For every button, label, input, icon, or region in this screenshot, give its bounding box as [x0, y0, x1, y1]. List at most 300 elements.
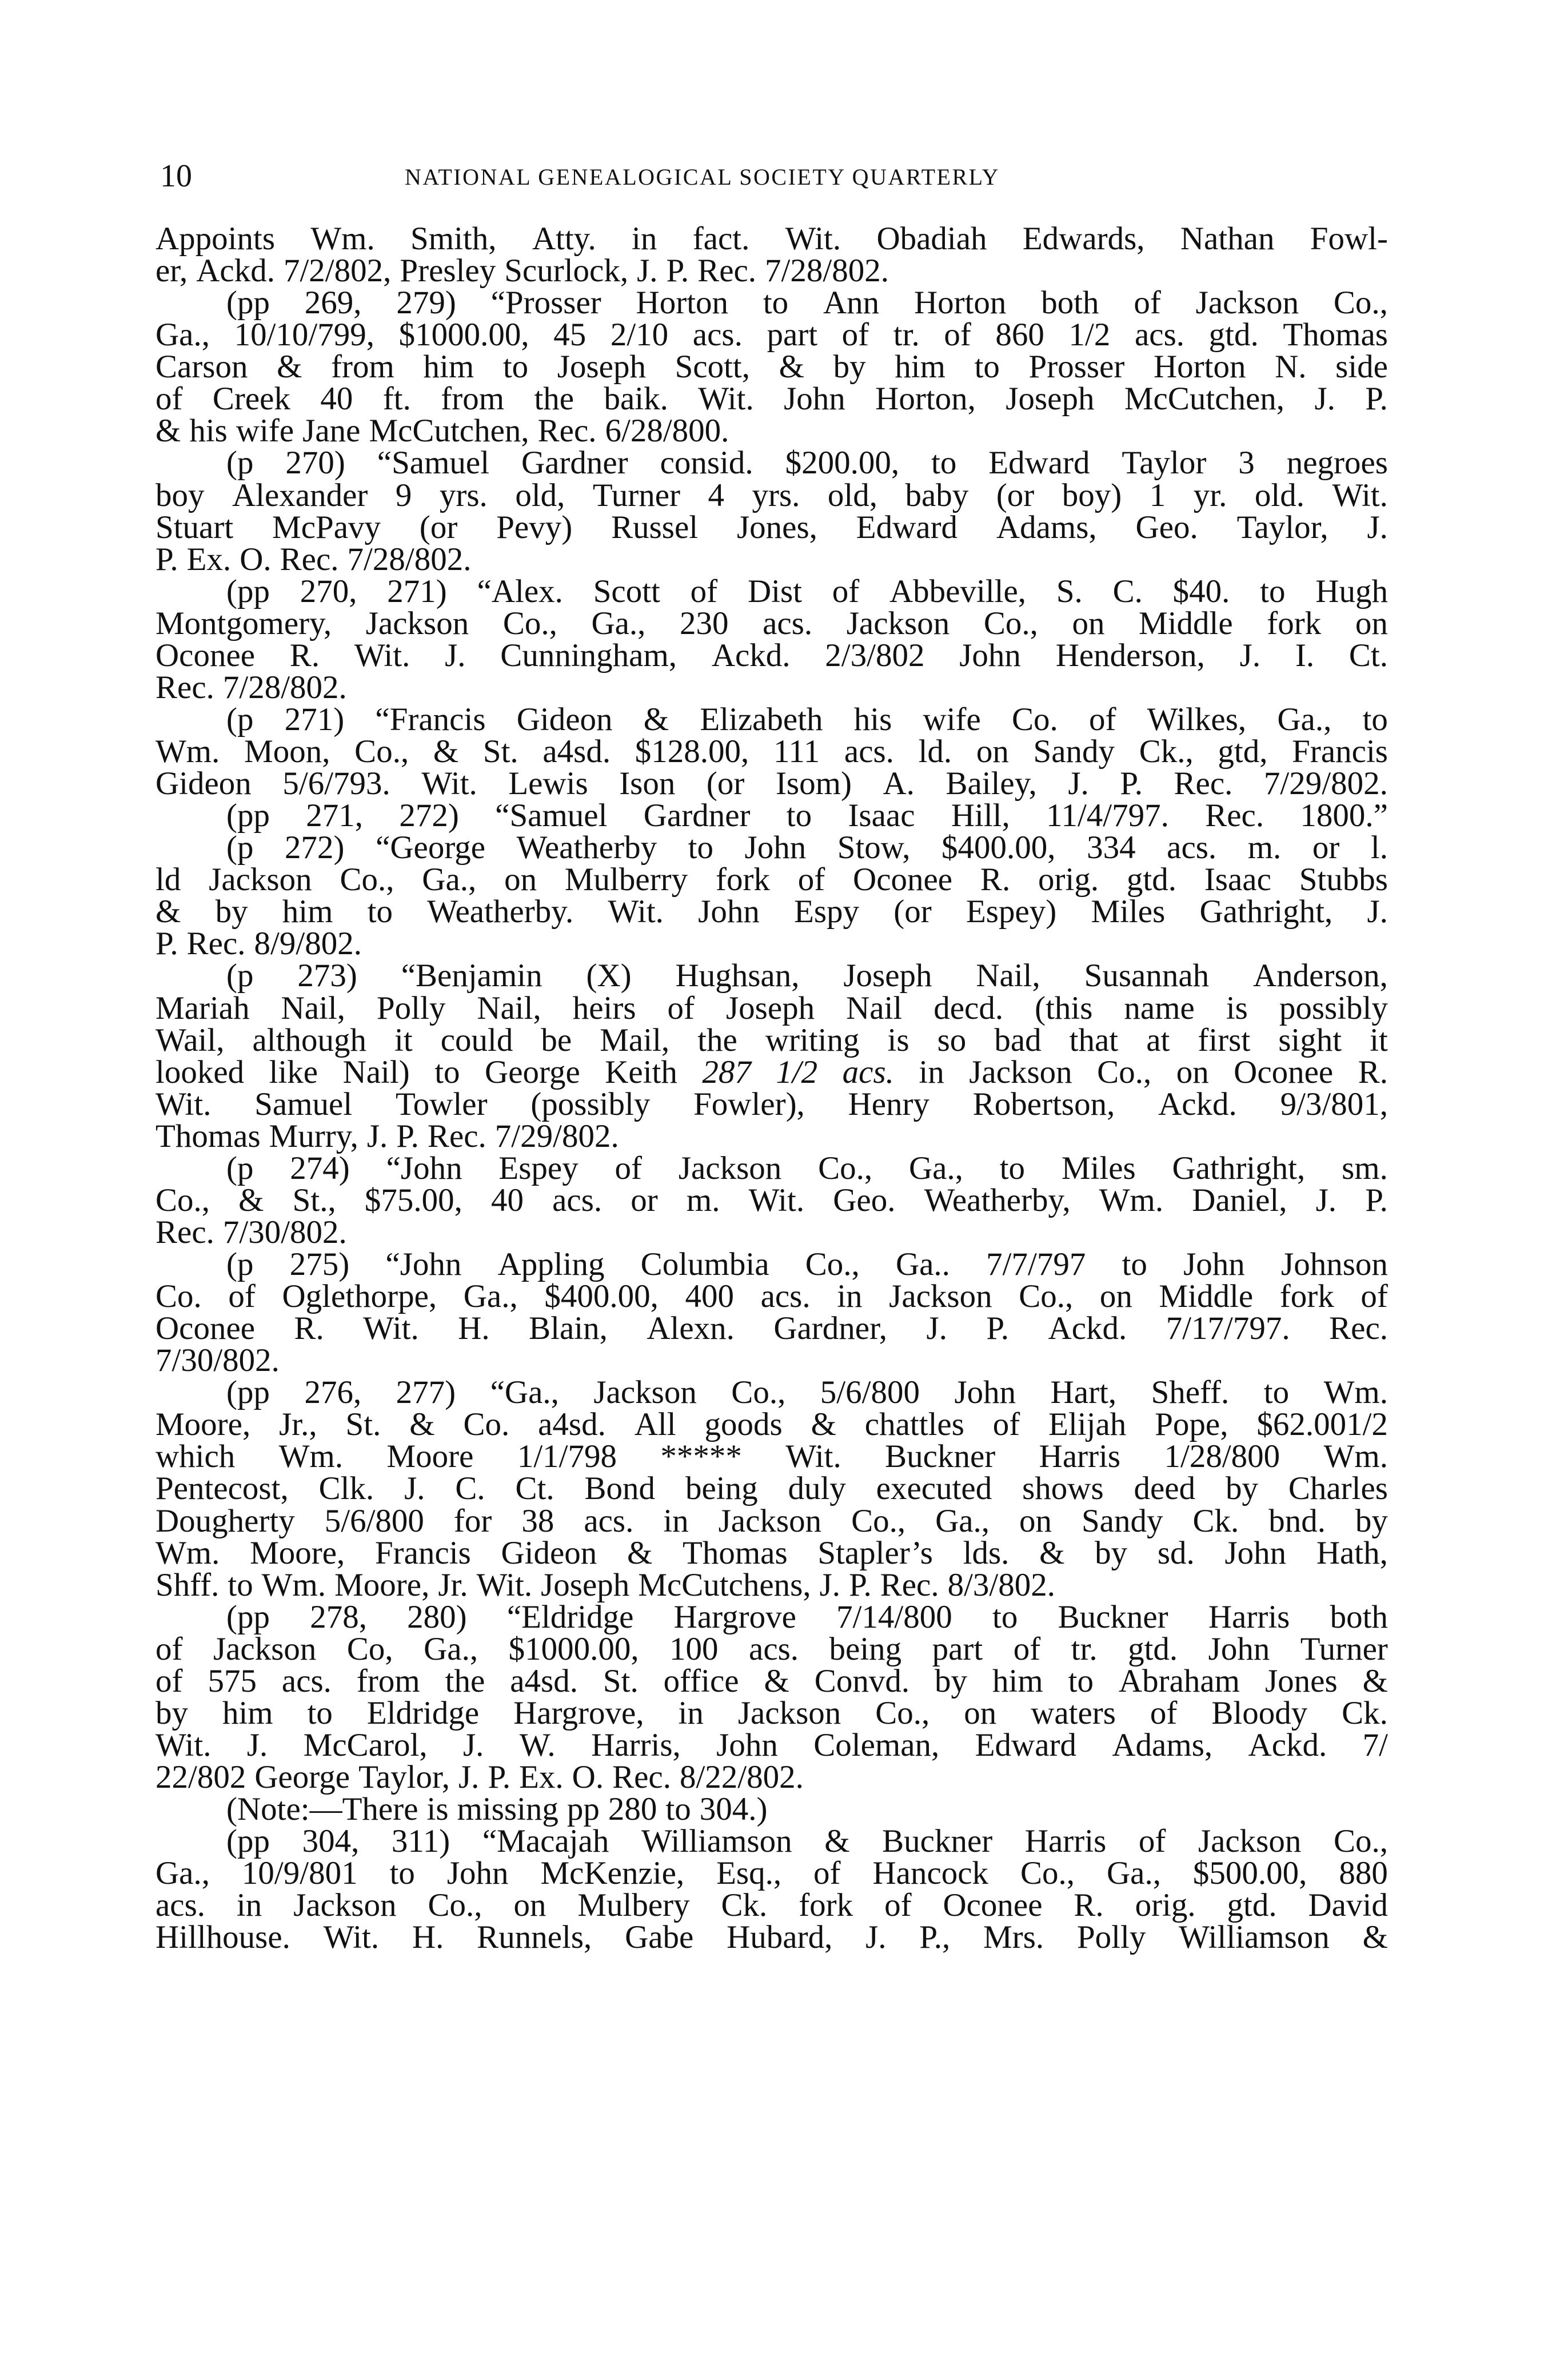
text-line [155, 992, 1388, 1024]
word: Fowl- [1310, 221, 1388, 257]
word: heirs [572, 990, 636, 1026]
word: Presley [400, 253, 496, 289]
word: & [764, 1663, 789, 1699]
word: on [976, 733, 1009, 770]
text-line [155, 864, 1388, 896]
word: 7/ [1362, 1727, 1388, 1763]
word: 272) [399, 798, 459, 834]
text-line [155, 223, 1388, 255]
word: “Macajah [482, 1823, 609, 1860]
text-line [155, 1342, 1388, 1379]
word: of [228, 1278, 256, 1315]
word: Wit. [155, 1727, 212, 1763]
word: Hath, [1316, 1534, 1388, 1571]
word: “Samuel [377, 445, 490, 481]
word: Wm. [1323, 1374, 1388, 1411]
word: on [513, 1887, 546, 1924]
word: from [331, 349, 394, 385]
word: John [1208, 1631, 1270, 1667]
word: 311) [391, 1823, 450, 1860]
word: R. [980, 862, 1011, 898]
word: Francis [374, 1534, 471, 1571]
word: C. [455, 1470, 485, 1507]
text-line [155, 1086, 1388, 1122]
word: 7/30/802. [222, 1214, 347, 1250]
word: Rec. [280, 541, 339, 577]
word: 7/30/802. [155, 1342, 280, 1379]
word: at [1146, 1022, 1170, 1058]
word: Carson [155, 349, 248, 385]
word: 275) [289, 1246, 350, 1282]
word: Jr., [279, 1406, 317, 1443]
word: Rec. [427, 1118, 486, 1154]
text-line [155, 1889, 1388, 1922]
word: J. [246, 1727, 268, 1763]
word: McCutchen, [1124, 381, 1285, 417]
text-line [155, 1502, 1388, 1539]
word: “Samuel [495, 798, 608, 834]
text-line [155, 669, 1388, 705]
word: Wit. [421, 766, 477, 802]
word: Ga., [591, 605, 646, 641]
word: Fowler), [693, 1086, 805, 1122]
word: Ck., [1139, 733, 1194, 770]
word: P. [155, 926, 178, 962]
word: Co., [731, 1374, 786, 1411]
word: J. [445, 637, 466, 673]
word: part [932, 1631, 983, 1667]
word: orig. [1038, 862, 1099, 898]
word: J. [637, 253, 658, 289]
word: Hillhouse. [155, 1919, 290, 1956]
word: 40 [320, 381, 353, 417]
word: 575 [208, 1663, 257, 1699]
word: Ck. [1192, 1502, 1239, 1539]
word: to [307, 1695, 333, 1731]
word: Wit. [323, 1919, 380, 1956]
word: Dist [747, 573, 802, 609]
word: 269, [304, 285, 362, 321]
text-line [155, 351, 1388, 383]
word: John [446, 1855, 509, 1892]
word: (or [706, 766, 745, 802]
word: on [1176, 1054, 1209, 1090]
word: Jane [302, 413, 361, 449]
word: P. [849, 1566, 872, 1603]
word: P., [919, 1919, 951, 1956]
word: 270) [285, 445, 345, 481]
word: Atty. [532, 221, 596, 257]
word: to [228, 1566, 253, 1603]
text-line [155, 541, 1388, 577]
text-line [155, 896, 1388, 928]
word: Hubard, [727, 1919, 833, 1956]
word: Horton [913, 285, 1007, 321]
word: first [1198, 1022, 1251, 1058]
word: gtd. [1126, 862, 1176, 898]
word: him [222, 1695, 273, 1731]
word: P. [1365, 381, 1388, 417]
word: 9/3/801, [1280, 1086, 1388, 1122]
word: from [441, 381, 505, 417]
word: & [779, 349, 804, 385]
word: 276, [304, 1374, 362, 1411]
word: Joseph [843, 958, 932, 994]
word: gtd. [1227, 1887, 1277, 1924]
word: Mulbery [577, 1887, 690, 1924]
word: 7/28/802. [222, 669, 347, 705]
word: Pevy) [496, 509, 573, 545]
word: by [155, 1695, 188, 1731]
word: Polly [1076, 1919, 1146, 1956]
word: to [786, 798, 812, 834]
word: Buckner [885, 1438, 996, 1475]
word: J. [926, 1310, 947, 1347]
word: acs. [842, 1054, 894, 1090]
word: to [688, 830, 713, 866]
word: acs. [749, 1631, 799, 1667]
word: Stubbs [1299, 862, 1388, 898]
word: $400.00, [941, 830, 1056, 866]
word: Wilkes, [1147, 701, 1247, 737]
text-line [155, 637, 1388, 673]
word: Wit. [1332, 477, 1388, 513]
word: Oconee [155, 637, 256, 673]
text-line [155, 1278, 1388, 1315]
word: 7/29/802. [494, 1118, 619, 1154]
word: of [155, 1663, 183, 1699]
word: Co., [1019, 1278, 1074, 1315]
word: to [1068, 1663, 1094, 1699]
word: St. [482, 733, 518, 770]
word: it [394, 1022, 413, 1058]
word: Runnels, [477, 1919, 592, 1956]
word: (p [226, 701, 254, 737]
word: Wit. [748, 1182, 805, 1218]
word: Samuel [254, 1086, 353, 1122]
word: the [697, 1022, 737, 1058]
word: Weatherby, [924, 1182, 1071, 1218]
word: gtd. [1128, 1631, 1178, 1667]
word: Horton [1153, 349, 1246, 385]
word: 100 [669, 1631, 719, 1667]
word: Anderson, [1253, 958, 1388, 994]
word: Co., [340, 862, 394, 898]
word: J. [458, 1759, 480, 1795]
word: 270, [300, 573, 357, 609]
word: missing [457, 1791, 558, 1828]
word: name [1124, 990, 1195, 1026]
word: R. [289, 637, 320, 673]
word: acs. [1134, 317, 1184, 353]
word: to [763, 285, 789, 321]
text-line [155, 477, 1388, 513]
word: Co., [354, 733, 409, 770]
word: Adams, [1112, 1727, 1213, 1763]
word: R. [294, 1310, 324, 1347]
word: Wm. [1323, 1438, 1388, 1475]
word: Rec. [186, 926, 246, 962]
word: Horton [636, 285, 729, 321]
word: Ex. [186, 541, 232, 577]
word: P. [986, 1310, 1010, 1347]
word: acs. [692, 317, 743, 353]
word: Murry, [269, 1118, 358, 1154]
word: Nail, [477, 990, 541, 1026]
word: wife [923, 701, 981, 737]
word: Gardner [643, 798, 751, 834]
word: possibly [1279, 990, 1388, 1026]
word: & [409, 1406, 435, 1443]
word: waters [1031, 1695, 1116, 1731]
word: sm. [1342, 1150, 1388, 1186]
word: Jackson [1198, 1823, 1302, 1860]
word: him [992, 1663, 1043, 1699]
word: by [215, 894, 248, 930]
word: (p [226, 1246, 254, 1282]
word: to [367, 894, 393, 930]
word: & [155, 894, 181, 930]
word: Harris [1024, 1823, 1107, 1860]
word: on [1072, 605, 1105, 641]
word: $1000.00, [508, 1631, 639, 1667]
word: Scott, [675, 349, 751, 385]
word: gtd, [1218, 733, 1268, 770]
word: 45 [553, 317, 586, 353]
journal-title: NATIONAL GENEALOGICAL SOCIETY QUARTERLY [405, 164, 1000, 190]
word: (Note:—There [226, 1791, 418, 1828]
word: (or [419, 509, 458, 545]
text-line [155, 1214, 1388, 1250]
word: (p [226, 958, 254, 994]
word: of [1150, 1695, 1178, 1731]
word: Sandy [1033, 733, 1115, 770]
word: sight [1278, 1022, 1342, 1058]
word: Wit. [785, 1438, 841, 1475]
word: him [895, 349, 945, 385]
word: 1/1/798 [517, 1438, 617, 1475]
word: Prosser [1028, 349, 1125, 385]
word: acs. [155, 1887, 206, 1924]
word: St. [603, 1663, 639, 1699]
word: (X) [586, 958, 632, 994]
word: Ct. [1348, 637, 1388, 673]
word: & [238, 1182, 264, 1218]
word: acs. [552, 1182, 603, 1218]
word: Gideon [501, 1534, 597, 1571]
word: Stapler’s [817, 1534, 933, 1571]
word: of [813, 1855, 841, 1892]
word: McCutchens, [638, 1566, 811, 1603]
text-line [155, 1470, 1388, 1507]
word: of [615, 1150, 642, 1186]
word: J. [462, 1727, 484, 1763]
word: Bloody [1211, 1695, 1308, 1731]
word: (pp [226, 285, 270, 321]
word: it [1370, 1022, 1388, 1058]
word: m. [686, 1182, 720, 1218]
word: J. [366, 1118, 388, 1154]
word: Pope, [1155, 1406, 1228, 1443]
word: baik. [604, 381, 668, 417]
word: old, [827, 477, 877, 513]
word: ld [155, 862, 181, 898]
text-line [155, 1246, 1388, 1282]
word: O. [240, 541, 272, 577]
word: Co., [805, 1246, 860, 1282]
word: Moore, [334, 1566, 430, 1603]
word: in [236, 1887, 262, 1924]
word: of [832, 573, 860, 609]
word: J. [1239, 637, 1261, 673]
word: yrs. [752, 477, 800, 513]
word: Wit. [354, 637, 410, 673]
word: “John [385, 1246, 462, 1282]
word: 1800.” [1300, 798, 1388, 834]
word: executed [876, 1470, 992, 1507]
word: of [690, 573, 718, 609]
word: of [797, 862, 825, 898]
word: 271) [284, 701, 345, 737]
word: sd. [1157, 1534, 1195, 1571]
word: Horton, [875, 381, 976, 417]
text-line [155, 1150, 1388, 1186]
word: both [1041, 285, 1099, 321]
word: of [1013, 1631, 1041, 1667]
word: & [643, 701, 669, 737]
word: & [811, 1406, 836, 1443]
word: “Eldridge [506, 1598, 634, 1635]
word: $75.00, [364, 1182, 462, 1218]
word: old, [515, 477, 565, 513]
word: 7/14/800 [836, 1598, 952, 1635]
word: Moon, [244, 733, 330, 770]
word: his [189, 413, 228, 449]
word: (p [226, 1150, 254, 1186]
word: John [784, 381, 845, 417]
word: McCutchen, [369, 413, 529, 449]
word: fact. [692, 221, 750, 257]
word: “John [386, 1150, 462, 1186]
word: J. [1367, 509, 1388, 545]
word: Edward [975, 1727, 1076, 1763]
word: Oconee [155, 1310, 256, 1347]
word: $500.00, [1192, 1855, 1307, 1892]
word: chattles [864, 1406, 964, 1443]
word: by [935, 1663, 968, 1699]
word: Buckner [882, 1823, 993, 1860]
word: Jackson [846, 605, 950, 641]
word: Hart, [1050, 1374, 1117, 1411]
word: like [269, 1054, 318, 1090]
word: which [155, 1438, 236, 1475]
word: Ga., [155, 1855, 210, 1892]
word: 7/28/802. [347, 541, 472, 577]
word: 38 [521, 1502, 554, 1539]
word: Columbia [640, 1246, 769, 1282]
word: boy) [1062, 477, 1122, 513]
word: orig. [1135, 1887, 1196, 1924]
word: yrs. [439, 477, 488, 513]
word: Hughsan, [675, 958, 800, 994]
word: Isaac [1204, 862, 1271, 898]
word: baby [905, 477, 969, 513]
word: Miles [1091, 894, 1166, 930]
word: by [833, 349, 866, 385]
word: John [716, 1727, 778, 1763]
word: Espey [498, 1150, 578, 1186]
word: R. [1074, 1887, 1104, 1924]
word: Jackson [209, 862, 312, 898]
word: 1/28/800 [1164, 1438, 1280, 1475]
word: to [999, 1150, 1026, 1186]
word: St. [345, 1406, 381, 1443]
word: A. [883, 766, 915, 802]
word: Weatherby. [427, 894, 574, 930]
word: & [277, 349, 302, 385]
word: Blain, [529, 1310, 608, 1347]
word: 7/28/802. [765, 253, 889, 289]
word: (pp [226, 1823, 270, 1860]
word: could [440, 1022, 513, 1058]
word: 2/10 [610, 317, 669, 353]
word: Edward [988, 445, 1090, 481]
word: duly [788, 1470, 846, 1507]
word: or [631, 1182, 658, 1218]
text-line [155, 573, 1388, 609]
word: Wm. [278, 1438, 344, 1475]
word: Eldridge [366, 1695, 480, 1731]
word: P. [155, 541, 178, 577]
word: deed [1134, 1470, 1196, 1507]
word: 8/3/802. [947, 1566, 1056, 1603]
word: Stuart [155, 509, 234, 545]
text-line [155, 832, 1388, 864]
word: Co. [155, 1278, 202, 1315]
word: (p [226, 830, 254, 866]
word: 860 [995, 317, 1044, 353]
word: 6/28/800. [605, 413, 729, 449]
word: Pentecost, [155, 1470, 289, 1507]
word: tr. [1071, 1631, 1098, 1667]
word: Wit. [608, 894, 664, 930]
word: Henderson, [1055, 637, 1205, 673]
word: by [1095, 1534, 1128, 1571]
word: “Alex. [477, 573, 563, 609]
word: Hill, [951, 798, 1010, 834]
word: by [1225, 1470, 1258, 1507]
word: 10/9/801 [241, 1855, 358, 1892]
word: ld. [918, 733, 952, 770]
word: to [502, 349, 529, 385]
word: Co., [428, 1887, 482, 1924]
word: Hargrove [673, 1598, 796, 1635]
word: 273) [297, 958, 357, 994]
word: 278, [310, 1598, 367, 1635]
text-line [155, 1823, 1388, 1860]
word: 7/17/797. [1166, 1310, 1290, 1347]
word: Joseph [1006, 381, 1095, 417]
word: Scurlock, [504, 253, 629, 289]
word: 280 [608, 1791, 657, 1828]
word: in [837, 1278, 863, 1315]
word: Turner [1300, 1631, 1388, 1667]
word: Taylor, [358, 1759, 450, 1795]
word: Nail [846, 990, 903, 1026]
word: tr. [893, 317, 920, 353]
word: 334 [1087, 830, 1136, 866]
word: Espy [794, 894, 860, 930]
